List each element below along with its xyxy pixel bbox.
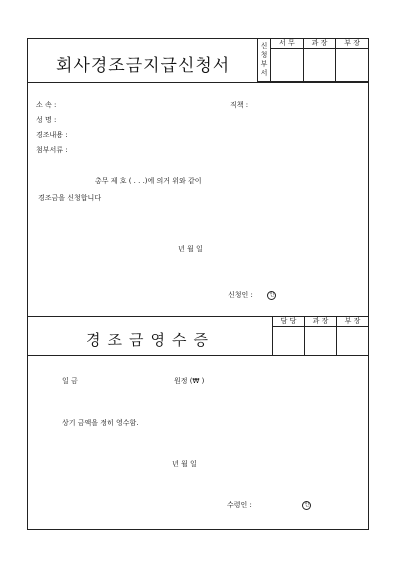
event-label: 경조내용 : xyxy=(36,131,68,139)
receipt-title: 경조금영수증 xyxy=(86,331,215,349)
amount-label: 일 금 xyxy=(62,377,78,385)
application-title: 회사경조금지급신청서 xyxy=(56,56,231,76)
approval-sign-director[interactable] xyxy=(336,49,369,82)
application-date-line: 년 월 일 xyxy=(178,245,203,253)
seal-icon: 인 xyxy=(267,291,276,300)
recipient-line xyxy=(227,500,311,510)
approval-side-label: 신청부서 xyxy=(260,42,268,77)
application-approval-table xyxy=(257,38,369,82)
approval-header-director: 부 장 xyxy=(336,39,369,49)
body-line-1: 총무 제 호 ( . . .)에 의거 위와 같이 xyxy=(95,177,202,185)
title-divider xyxy=(28,82,368,83)
won-label: 원정 (₩ ) xyxy=(174,377,205,385)
seal-icon: 인 xyxy=(302,501,311,510)
receipt-header-director: 부 장 xyxy=(337,317,369,327)
receipt-sign-staff[interactable] xyxy=(273,327,305,356)
receipt-header-manager: 과 장 xyxy=(305,317,337,327)
receipt-header-staff: 담 당 xyxy=(273,317,305,327)
name-label: 성 명 : xyxy=(36,116,57,124)
recipient-label: 수령인 : xyxy=(227,501,252,509)
applicant-line xyxy=(228,290,276,300)
receipt-title-divider xyxy=(28,355,368,356)
affiliation-label: 소 속 : xyxy=(36,101,57,109)
receipt-date-line: 년 월 일 xyxy=(172,460,197,468)
approval-header-manager: 과 장 xyxy=(303,39,336,49)
approval-sign-clerk[interactable] xyxy=(271,49,304,82)
approval-side-cell xyxy=(258,39,271,82)
approval-header-clerk: 서 무 xyxy=(271,39,304,49)
position-label: 직책 : xyxy=(230,101,249,109)
receipt-statement: 상기 금액을 정히 영수함. xyxy=(62,419,139,427)
applicant-label: 신청인 : xyxy=(228,291,253,299)
receipt-approval-table xyxy=(272,316,369,356)
body-line-2: 경조금을 신청합니다 xyxy=(38,194,102,202)
receipt-sign-manager[interactable] xyxy=(305,327,337,356)
application-form xyxy=(27,38,369,530)
approval-sign-manager[interactable] xyxy=(303,49,336,82)
attachments-label: 첨부서류 : xyxy=(36,146,68,154)
receipt-sign-director[interactable] xyxy=(337,327,369,356)
